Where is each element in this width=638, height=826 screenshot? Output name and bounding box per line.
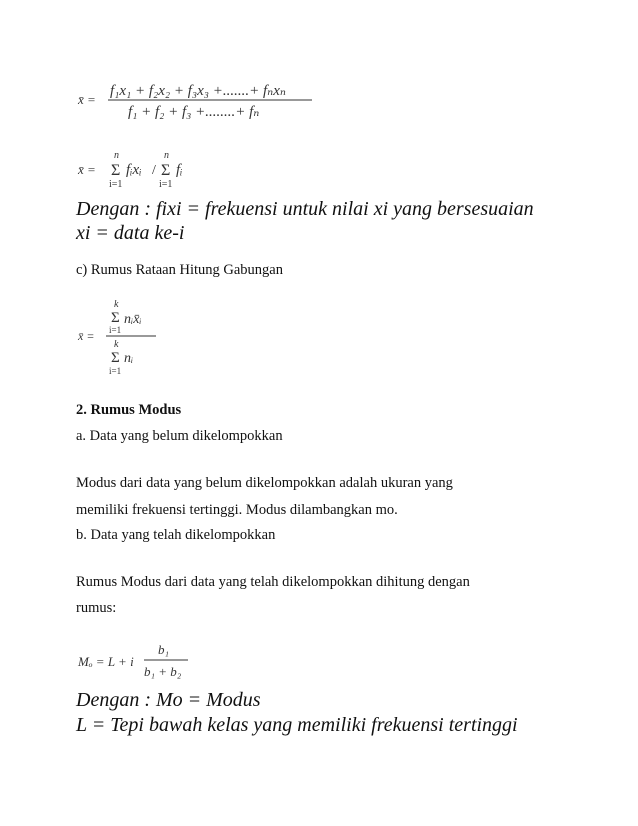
rumus-modus-description-line-1: Rumus Modus dari data yang telah dikelompokkan dihitung dengan (76, 574, 470, 590)
rataan-gabungan-heading: c) Rumus Rataan Hitung Gabungan (76, 262, 283, 278)
data-belum-line: a. Data yang belum dikelompokkan (76, 428, 283, 444)
sigma-lower-limit-2: i=1 (159, 179, 173, 190)
sigma-lower-limit: i=1 (109, 325, 122, 335)
division-slash: / (152, 163, 156, 178)
dengan-mo-line: Dengan : Mo = Modus (76, 689, 261, 711)
formula-lhs: x̄ = (78, 329, 95, 343)
sigma-lower-limit-2: i=1 (109, 366, 122, 376)
sigma-symbol: Σ (111, 310, 120, 326)
formula-denominator: b₁ + b₂ (144, 664, 182, 679)
sigma-lower-limit: i=1 (109, 179, 123, 190)
weighted-mean-formula (76, 80, 316, 120)
modus-formula (76, 640, 206, 686)
numerator-term: nᵢx̄ᵢ (124, 312, 142, 327)
formula-numerator: b₁ (158, 642, 170, 657)
sigma-symbol: Σ (111, 162, 121, 179)
rumus-modus-description-line-2: rumus: (76, 600, 117, 616)
modus-description-line-2: memiliki frekuensi tertinggi. Modus dilambangkan mo. (76, 502, 398, 518)
term-fi: fᵢ (176, 162, 183, 178)
modus-description-line-1: Modus dari data yang belum dikelompokkan adalah ukuran yang (76, 475, 453, 491)
sigma-upper-limit-2: n (164, 150, 169, 161)
data-telah-line: b. Data yang telah dikelompokkan (76, 527, 276, 543)
weighted-mean-sigma-formula (76, 148, 216, 190)
xi-definition-line: xi = data ke-i (76, 222, 185, 244)
term-fixi: fᵢxᵢ (126, 162, 142, 178)
sigma-symbol-2: Σ (111, 350, 120, 366)
L-definition-line: L = Tepi bawah kelas yang memiliki frekuensi tertinggi (76, 714, 518, 736)
formula-denominator: f₁ + f₂ + f₃ +........+ fₙ (128, 104, 260, 120)
formula-lhs: x̄ = (78, 92, 96, 107)
sigma-upper-limit-2: k (114, 339, 119, 350)
rumus-modus-heading: 2. Rumus Modus (76, 402, 182, 418)
formula-numerator: f₁x₁ + f₂x₂ + f₃x₃ +.......+ fₙxₙ (110, 83, 286, 99)
sigma-upper-limit: k (114, 299, 119, 310)
formula-lhs: Mₒ = L + i (78, 654, 134, 669)
formula-lhs: x̄ = (78, 162, 96, 177)
denominator-term: nᵢ (124, 351, 134, 366)
combined-mean-formula (76, 296, 176, 380)
dengan-fixi-line: Dengan : fixi = frekuensi untuk nilai xi yang bersesuaian (76, 198, 534, 220)
sigma-symbol-2: Σ (161, 162, 171, 179)
sigma-upper-limit: n (114, 150, 119, 161)
